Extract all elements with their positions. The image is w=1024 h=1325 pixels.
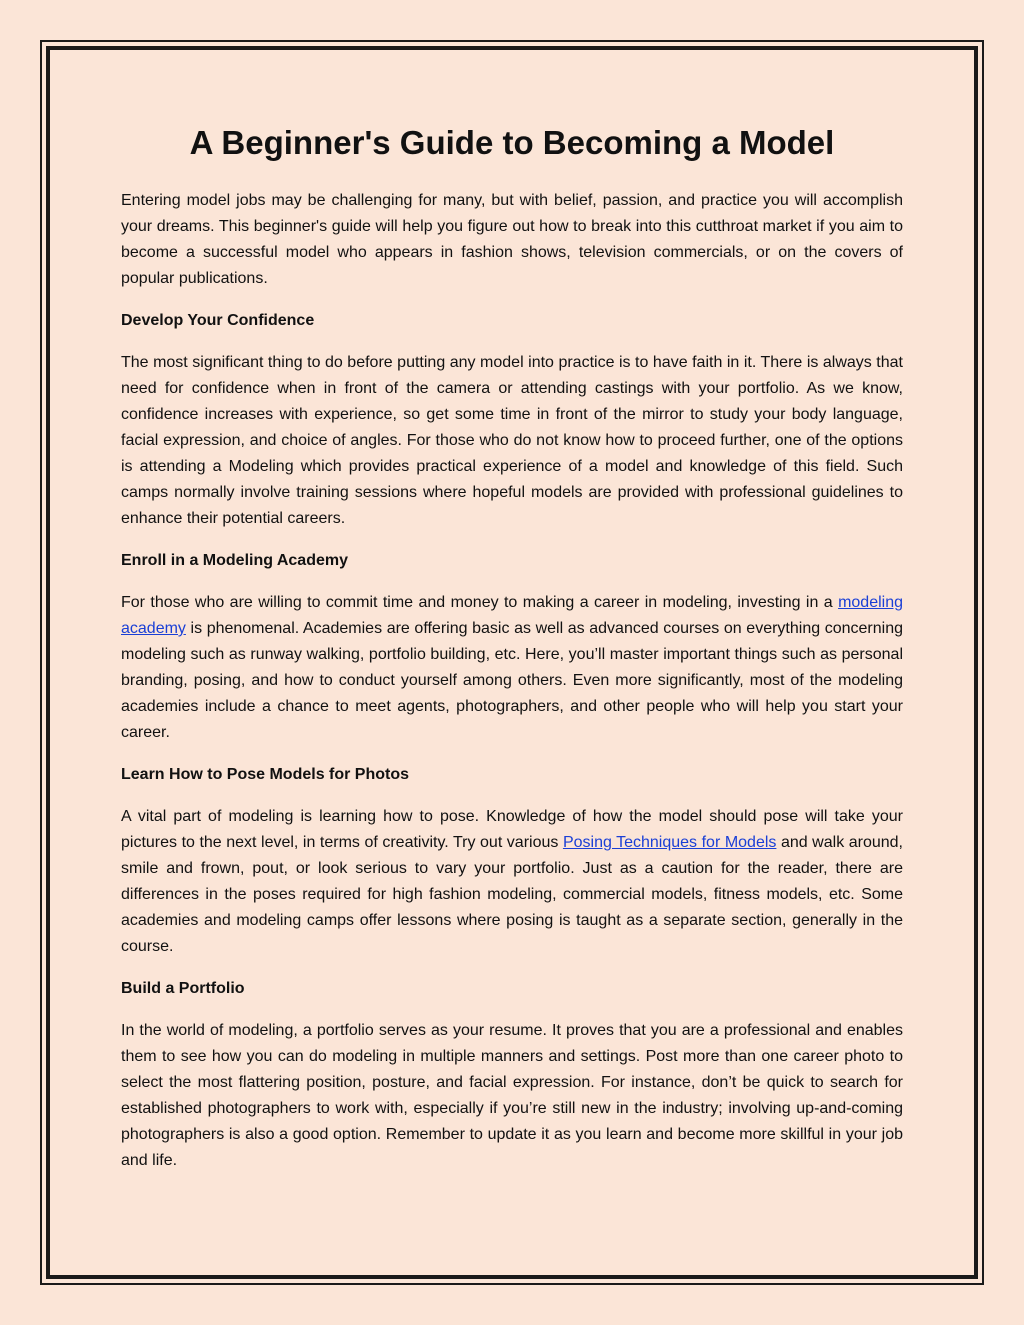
section-body-academy [121, 590, 903, 746]
academy-text-before: For those who are willing to commit time and money to making a career in modeling, investing in a [121, 594, 839, 611]
section-body-confidence: The most significant thing to do before putting any model into practice is to have faith in it. There is always that need for confidence when in front of the camera or attending castings with your portfolio. As we know, confidence increases with experience, so get some time in front of the mirror to study your body language, facial expression, and choice of angles. For those who do not know how to proceed further, one of the options is attending a Modeling which provides practical experience of a model and knowledge of this field. Such camps normally involve training sessions where hopeful models are provided with professional guidelines to enhance their potential careers. [121, 354, 903, 527]
section-heading-portfolio: Build a Portfolio [121, 980, 245, 997]
document-body [121, 118, 903, 1190]
pose-text-before: A vital part of modeling is learning how to pose. Knowledge of how the model should pose will take your pictures to the next level, in terms of creativity. Try out various [121, 808, 903, 851]
section-body-pose [121, 804, 903, 960]
modeling-academy-link[interactable]: modeling academy [121, 594, 903, 637]
section-body-portfolio: In the world of modeling, a portfolio serves as your resume. It proves that you are a professional and enables them to see how you can do modeling in multiple manners and settings. Post more than one career photo to select the most flattering position, posture, and facial expression. For instance, don’t be quick to search for established photographers to work with, especially if you’re still new in the industry; involving up-and-coming photographers is also a good option. Remember to update it as you learn and become more skillful in your job and life. [121, 1022, 903, 1169]
section-heading-pose: Learn How to Pose Models for Photos [121, 766, 410, 783]
intro-paragraph: Entering model jobs may be challenging for many, but with belief, passion, and practice you will accomplish your dreams. This beginner's guide will help you figure out how to break into this cutthroat market if you aim to become a successful model who appears in fashion shows, television commercials, or on the covers of popular publications. [121, 192, 903, 287]
section-heading-confidence: Develop Your Confidence [121, 312, 315, 329]
page-title: A Beginner's Guide to Becoming a Model [189, 124, 835, 161]
academy-text-after: is phenomenal. Academies are offering basic as well as advanced courses on everything concerning modeling such as runway walking, portfolio building, etc. Here, you’ll master important things such as personal branding, posing, and how to conduct yourself among others. Even more significantly, most of the modeling academies include a chance to meet agents, photographers, and other people who will help you start your career. [121, 620, 903, 741]
posing-techniques-link[interactable]: Posing Techniques for Models [562, 834, 777, 851]
pose-text-after: and walk around, smile and frown, pout, or look serious to vary your portfolio. Just as a caution for the reader, there are differences in the poses required for high fashion modeling, commercial models, fitness models, etc. Some academies and modeling camps offer lessons where posing is taught as a separate section, generally in the course. [121, 834, 904, 955]
section-heading-academy: Enroll in a Modeling Academy [121, 552, 348, 569]
